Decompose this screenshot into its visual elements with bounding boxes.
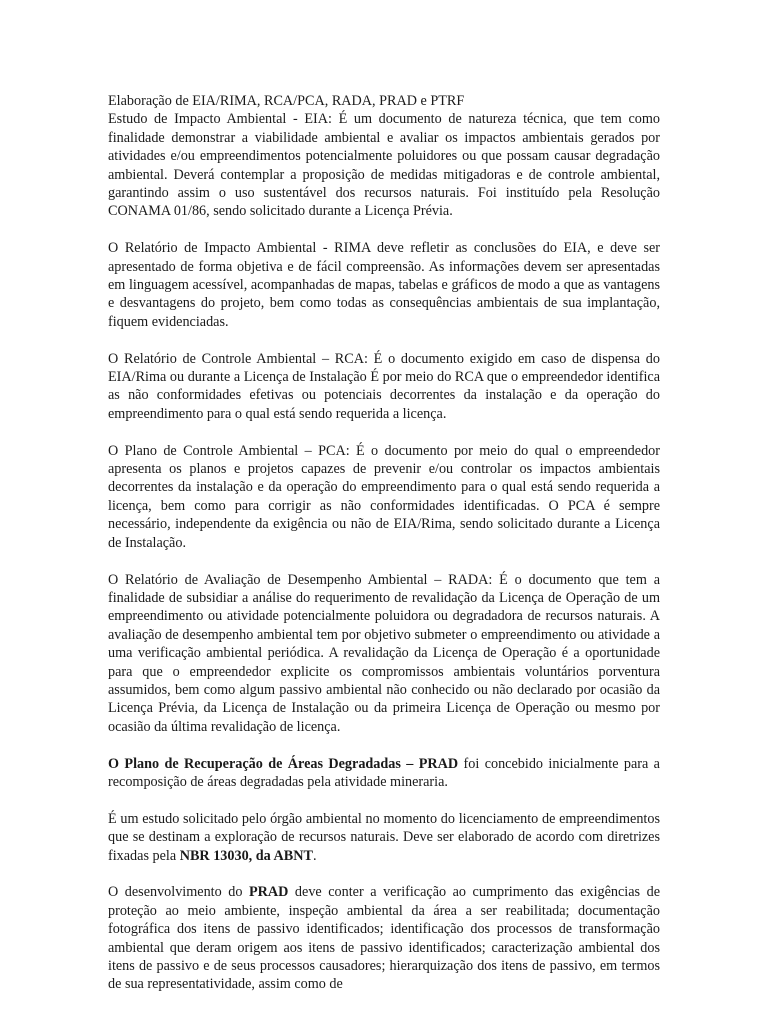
paragraph-prad bbox=[108, 755, 660, 792]
paragraph-spacer bbox=[108, 791, 660, 809]
paragraph-rima: O Relatório de Impacto Ambiental - RIMA deve refletir as conclusões do EIA, e deve ser apresentado de forma objetiva e de fácil compreensão. As informações devem ser apresentadas em linguagem acessível, acompanhadas de mapas, tabelas e gráficos de modo a que as vantagens e desvantagens do projeto, bem como todas as consequências ambientais de sua implantação, fiquem evidenciadas. bbox=[108, 240, 660, 330]
paragraph-spacer bbox=[108, 423, 660, 441]
estudo-end: . bbox=[312, 847, 317, 864]
paragraph-desenvolvimento bbox=[108, 883, 660, 993]
prad-bold-inline: PRAD bbox=[248, 884, 289, 901]
paragraph-rca: O Relatório de Controle Ambiental – RCA: É o documento exigido em caso de dispensa do EIA/Rima ou durante a Licença de Instalação É por meio do RCA que o empreendedor identifica as não conformidades efetivas ou potenciais decorrentes da instalação e da operação do empreendimento para o qual está sendo requerida a licença. bbox=[108, 350, 660, 422]
paragraph-spacer bbox=[108, 736, 660, 754]
document-heading: Elaboração de EIA/RIMA, RCA/PCA, RADA, PRAD e PTRF bbox=[108, 93, 465, 109]
paragraph-pca: O Plano de Controle Ambiental – PCA: É o documento por meio do qual o empreendedor apresenta os planos e projetos capazes de prevenir e/ou controlar os impactos ambientais decorrentes da instalação e da operação do empreendimento para o qual está sendo requerida a licença, bem como para corrigir as não conformidades identificadas. O PCA é sempre necessário, independente da exigência ou não de EIA/Rima, sendo solicitado durante a Licença de Instalação. bbox=[108, 442, 660, 551]
paragraph-eia: Estudo de Impacto Ambiental - EIA: É um documento de natureza técnica, que tem como finalidade demonstrar a viabilidade ambiental e avaliar os impactos ambientais gerados por atividades e/ou empreendimentos potencialmente poluidores ou que possam causar degradação ambiental. Deverá contemplar a proposição de medidas mitigadoras e de controle ambiental, garantindo assim o uso sustentável dos recursos naturais. Foi instituído pela Resolução CONAMA 01/86, sendo solicitado durante a Licença Prévia. bbox=[108, 111, 660, 220]
paragraph-spacer bbox=[108, 331, 660, 349]
prad-bold-title: O Plano de Recuperação de Áreas Degradadas – PRAD bbox=[108, 755, 459, 772]
paragraph-spacer bbox=[108, 221, 660, 239]
paragraph-spacer bbox=[108, 865, 660, 883]
paragraph-rada: O Relatório de Avaliação de Desempenho Ambiental – RADA: É o documento que tem a finalidade de subsidiar a análise do requerimento de revalidação da Licença de Operação de um empreendimento ou atividade potencialmente poluidora ou degradadora de recursos naturais. A avaliação de desempenho ambiental tem por objetivo submeter o empreendimento ou atividade a uma verificação ambiental periódica. A revalidação da Licença de Operação é a oportunidade para que o empreendedor explicite os compromissos ambientais voluntários porventura assumidos, bem como algum passivo ambiental não conhecido ou não declarado por ocasião da Licença Prévia, da Licença de Instalação ou da primeira Licença de Operação ou mesmo por ocasião da última revalidação de licença. bbox=[108, 571, 660, 735]
desenv-text: deve conter a verificação ao cumprimento das exigências de proteção ao meio ambiente, inspeção ambiental da área a ser reabilitada; documentação fotográfica dos itens de passivo identificados; identificação dos processos de transformação ambiental que deram origem aos itens de passivo identificados; caracterização ambiental dos itens de passivo e de seus processos causadores; hierarquização dos itens de passivo, em termos de sua representatividade, assim como de bbox=[108, 884, 660, 993]
prad-text: foi concebido inicialmente para a recomposição de áreas degradadas pela atividade mineraria. bbox=[108, 755, 660, 790]
nbr-reference: NBR 13030, da ABNT bbox=[179, 847, 313, 864]
document-page bbox=[108, 92, 660, 994]
paragraph-spacer bbox=[108, 552, 660, 570]
paragraph-estudo bbox=[108, 810, 660, 865]
estudo-text: É um estudo solicitado pelo órgão ambiental no momento do licenciamento de empreendimentos que se destinam a exploração de recursos naturais. Deve ser elaborado de acordo com diretrizes fixadas pela bbox=[108, 810, 660, 864]
desenv-start: O desenvolvimento do bbox=[108, 884, 249, 901]
